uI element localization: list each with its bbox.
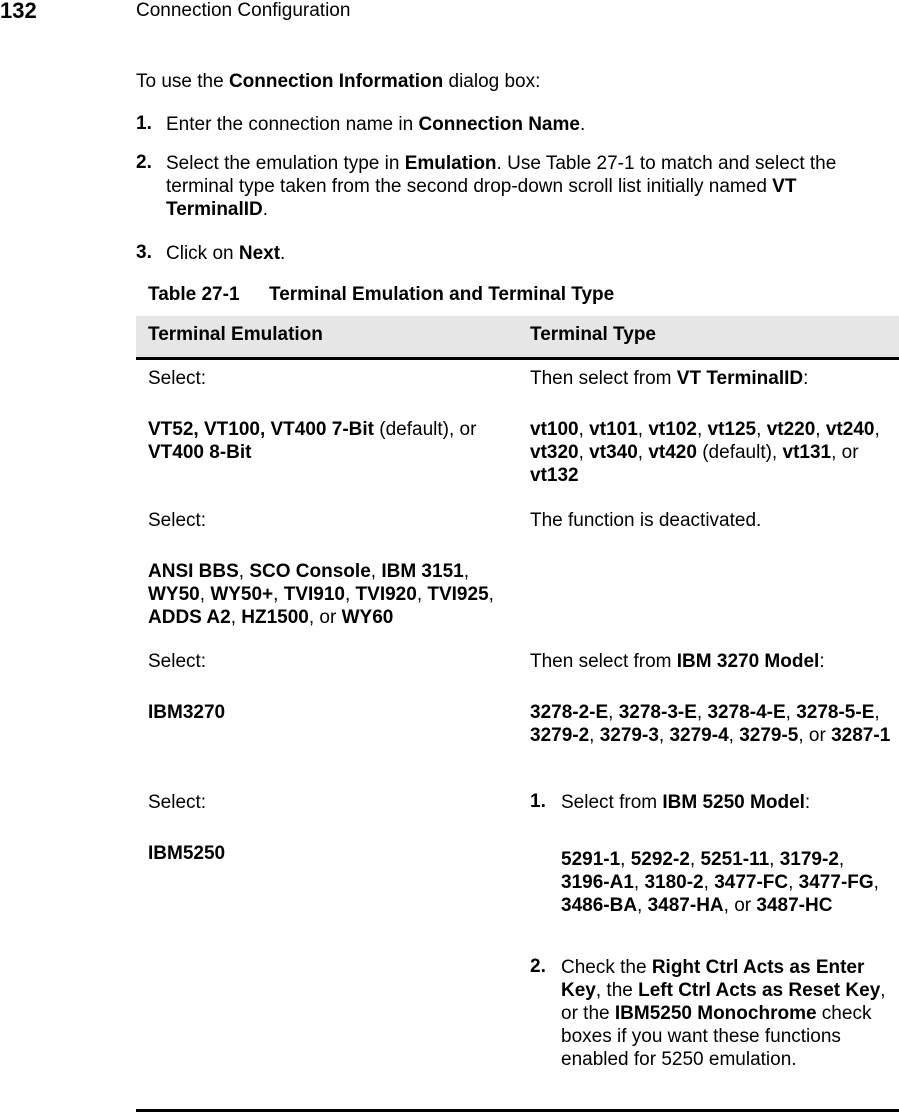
table-caption: [148, 284, 614, 306]
row-vt-emulation: VT52, VT100, VT400 7-Bit (default), or VT400 8-Bit: [148, 419, 477, 463]
step-text: Enter the connection name in Connection Name.: [166, 114, 586, 135]
row-3270-select-label: Select:: [148, 651, 207, 672]
row-ansi-emulation: ANSI BBS, SCO Console, IBM 3151, WY50, WY50+, TVI910, TVI920, TVI925, ADDS A2, HZ1500, or WY60: [148, 561, 494, 628]
row-5250-select-label: Select:: [148, 792, 207, 813]
table-caption-label: Table 27-1: [148, 284, 240, 305]
row-vt-select-label: Select:: [148, 368, 207, 389]
substep-text: Select from IBM 5250 Model:: [561, 792, 811, 813]
step-text: Select the emulation type in Emulation. Use Table 27-1 to match and select the terminal type taken from the second drop-down scroll list initially named VT TerminalID.: [166, 153, 837, 220]
substep-number: 2.: [530, 956, 546, 977]
step-text: Click on Next.: [166, 243, 286, 264]
row-3270-emulation: IBM3270: [148, 702, 226, 723]
row-vt-type-intro: Then select from VT TerminalID:: [530, 368, 809, 389]
page-number: 132: [0, 0, 37, 23]
step-number: 1.: [136, 113, 152, 134]
step-number: 2.: [136, 152, 152, 173]
row-3270-types: 3278-2-E, 3278-3-E, 3278-4-E, 3278-5-E, 3279-2, 3279-3, 3279-4, 3279-5, or 3287-1: [530, 702, 891, 746]
table-header-rule: [136, 357, 899, 360]
row-ansi-type: The function is deactivated.: [530, 510, 762, 531]
dialog-name: Connection Information: [228, 71, 444, 92]
row-5250-emulation: IBM5250: [148, 843, 226, 864]
substep-number: 1.: [530, 791, 546, 812]
table-caption-title: Terminal Emulation and Terminal Type: [269, 284, 615, 305]
intro-paragraph: To use the Connection Information dialog box:: [136, 71, 541, 92]
row-ansi-select-label: Select:: [148, 510, 207, 531]
column-header-emulation: Terminal Emulation: [148, 324, 323, 345]
step-number: 3.: [136, 242, 152, 263]
row-3270-type-intro: Then select from IBM 3270 Model:: [530, 651, 825, 672]
row-vt-types: vt100, vt101, vt102, vt125, vt220, vt240, vt320, vt340, vt420 (default), vt131, or vt132: [530, 419, 880, 486]
column-header-type: Terminal Type: [530, 324, 656, 345]
substep-text: Check the Right Ctrl Acts as Enter Key, the Left Ctrl Acts as Reset Key, or the IBM5250 Monochrome check boxes if you want these functions enabled for 5250 emulation.: [561, 957, 886, 1070]
running-title: Connection Configuration: [136, 0, 351, 21]
row-5250-models: 5291-1, 5292-2, 5251-11, 3179-2, 3196-A1, 3180-2, 3477-FC, 3477-FG, 3486-BA, 3487-HA, or 3487-HC: [561, 849, 879, 916]
table-end-rule: [136, 1109, 899, 1112]
